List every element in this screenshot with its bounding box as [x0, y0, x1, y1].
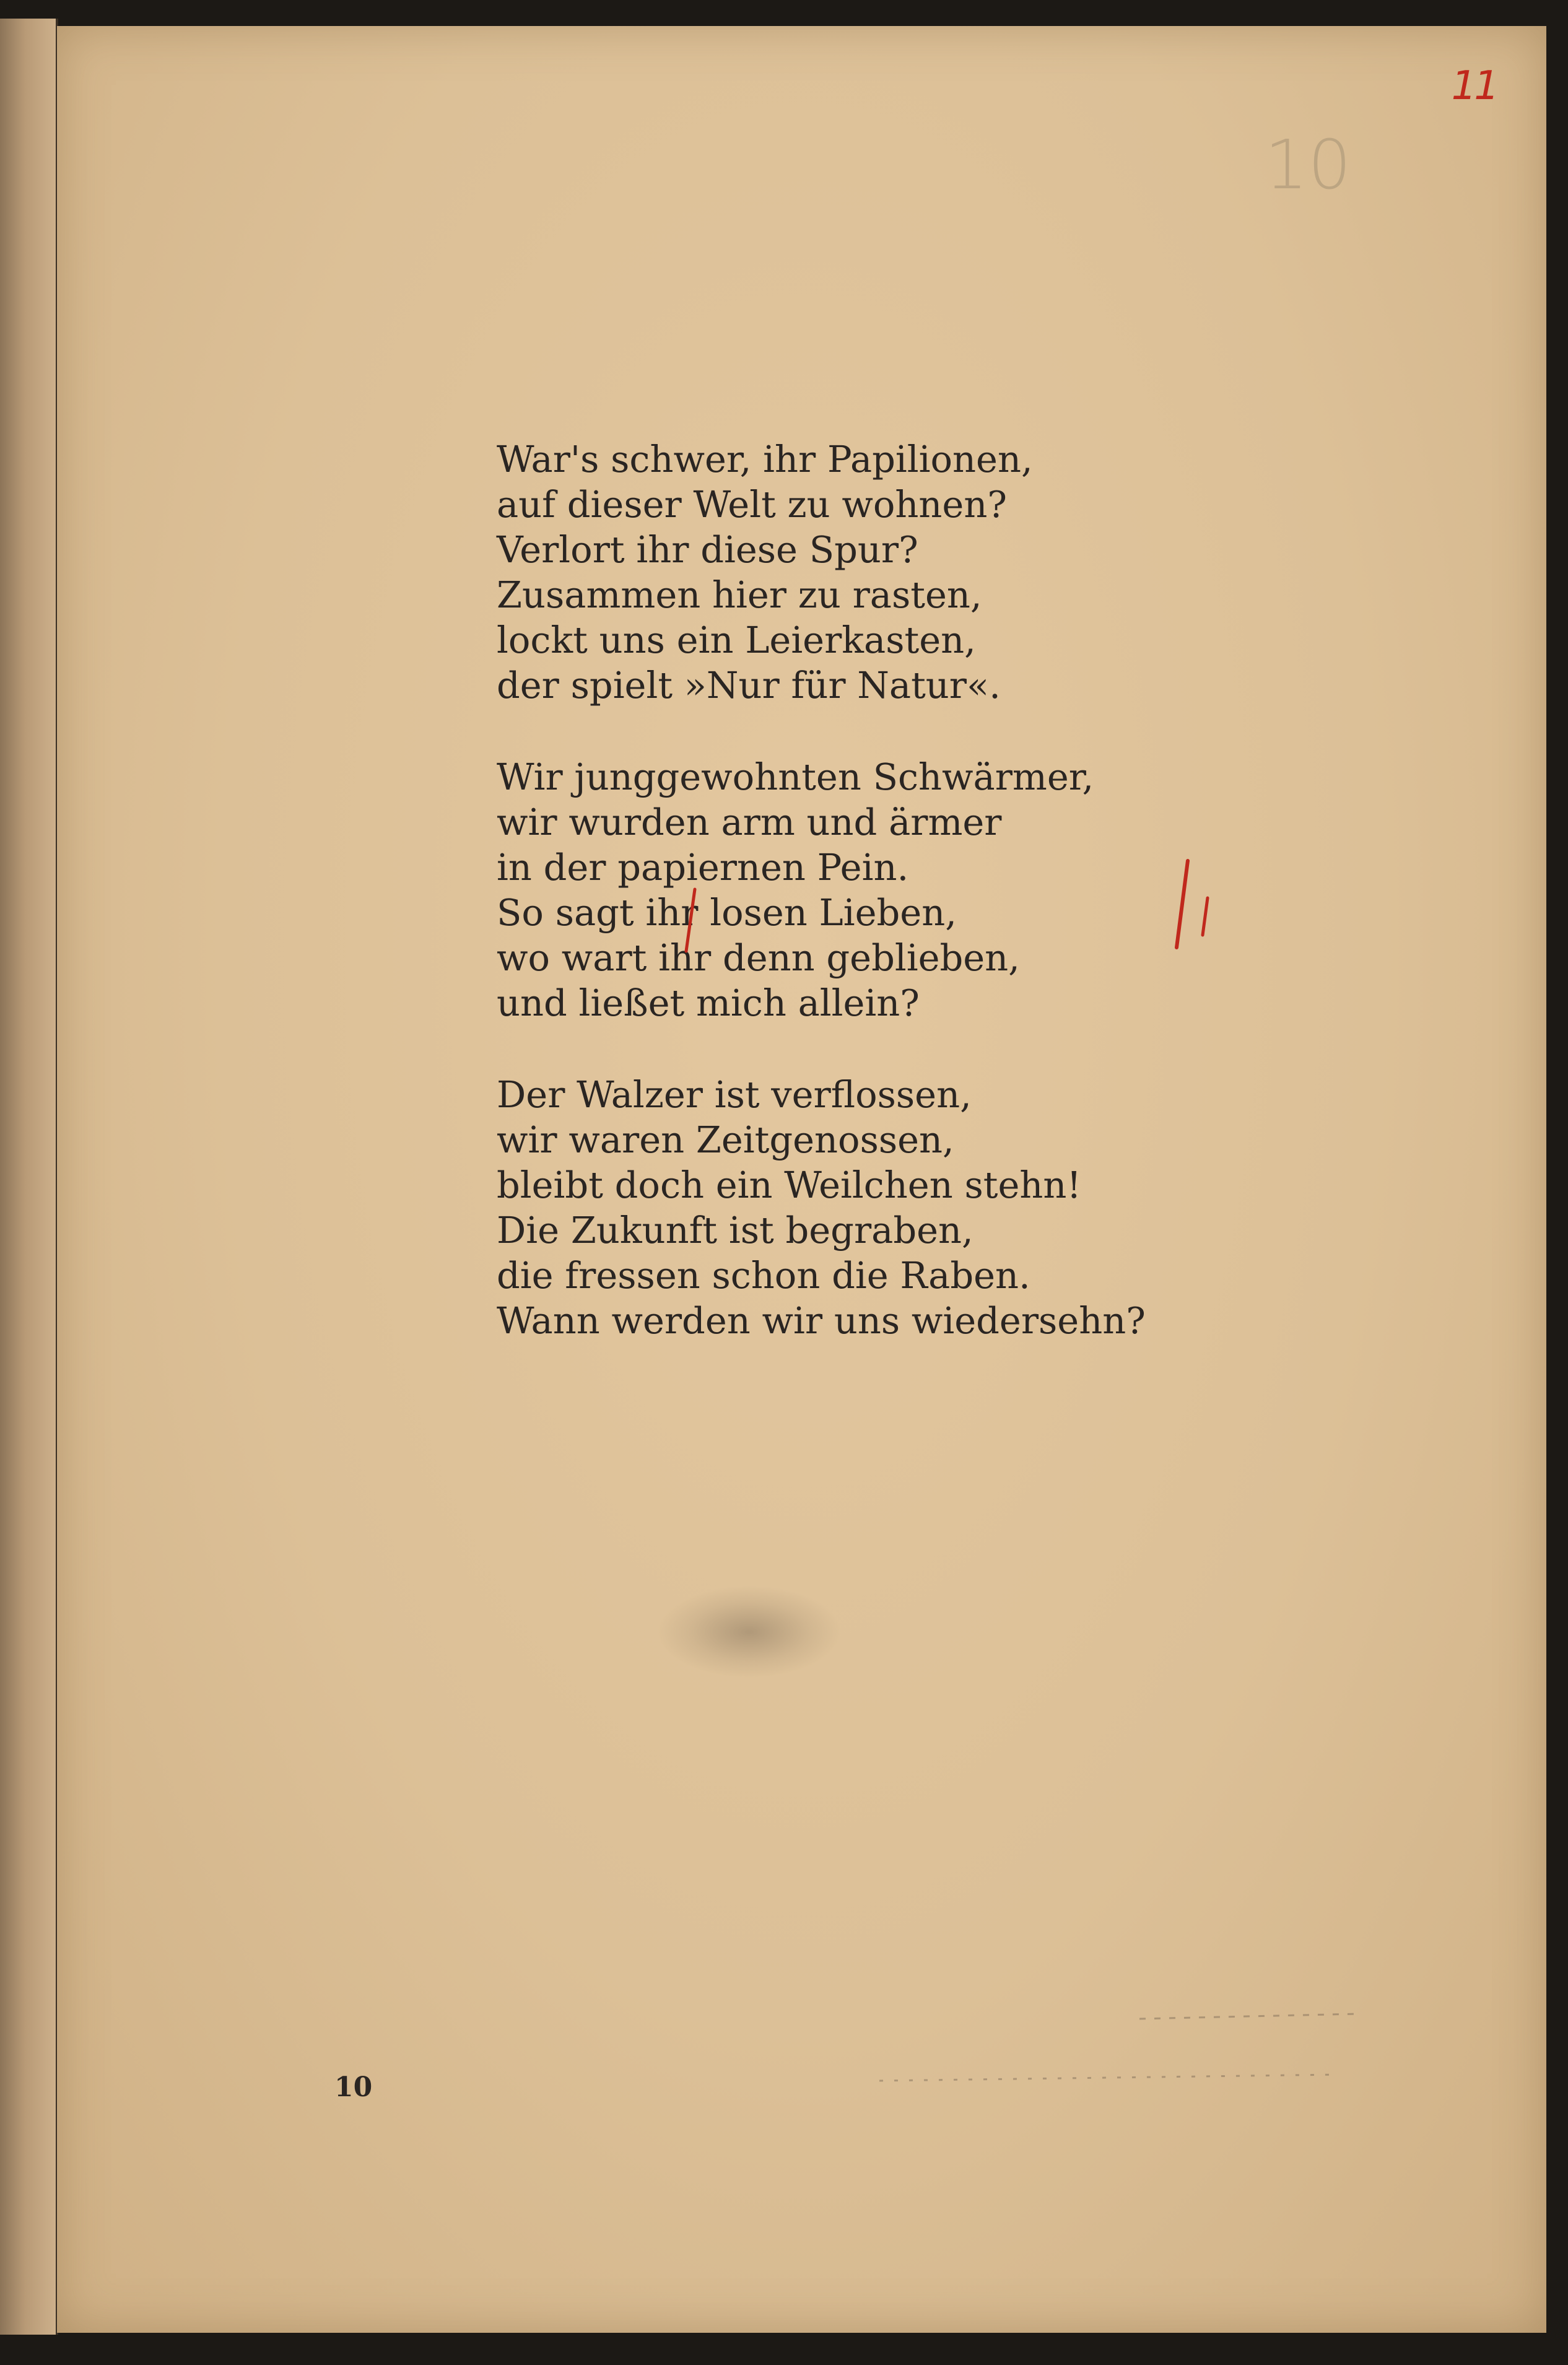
verse-line: der spielt »Nur für Natur«.	[497, 664, 1001, 707]
verse-line: die fressen schon die Raben.	[497, 1254, 1030, 1297]
ink-bleed-through	[867, 2006, 1362, 2106]
page-number: 10	[334, 2071, 373, 2103]
verse-line: Wir junggewohnten Schwärmer,	[497, 756, 1094, 798]
verse-line: wir wurden arm und ärmer	[497, 801, 1002, 843]
verse-line: in der papiernen Pein.	[497, 846, 909, 889]
red-margin-correction-mark	[1164, 855, 1226, 954]
verse-line: lockt uns ein Leierkasten,	[497, 619, 976, 661]
ink-smudge	[656, 1585, 842, 1678]
verse-line: auf dieser Welt zu wohnen?	[497, 483, 1007, 526]
verse-line: Der Walzer ist verflossen,	[497, 1073, 972, 1116]
verse-line: So sagt ihr losen Lieben,	[497, 891, 957, 934]
red-folio-number: 11	[1451, 63, 1497, 109]
verse-line: War's schwer, ihr Papilionen,	[497, 438, 1033, 481]
verse-line: wir waren Zeitgenossen,	[497, 1118, 954, 1161]
stanza-2	[497, 754, 1178, 1026]
verse-line: bleibt doch ein Weilchen stehn!	[497, 1164, 1082, 1206]
poem	[497, 437, 1178, 1390]
verse-line: Zusammen hier zu rasten,	[497, 573, 982, 616]
red-insertion-mark	[677, 887, 702, 955]
verse-line: wo wart ihr denn geblieben,	[497, 936, 1020, 979]
stanza-1	[497, 437, 1178, 708]
pencil-folio-number: 10	[1265, 125, 1351, 204]
verse-line: Die Zukunft ist begraben,	[497, 1209, 973, 1252]
verse-line: Wann werden wir uns wiedersehn?	[497, 1299, 1146, 1342]
verse-line: und ließet mich allein?	[497, 982, 920, 1024]
left-page-edge	[0, 19, 58, 2335]
stanza-3	[497, 1072, 1178, 1343]
verse-line: Verlort ihr diese Spur?	[497, 528, 918, 571]
